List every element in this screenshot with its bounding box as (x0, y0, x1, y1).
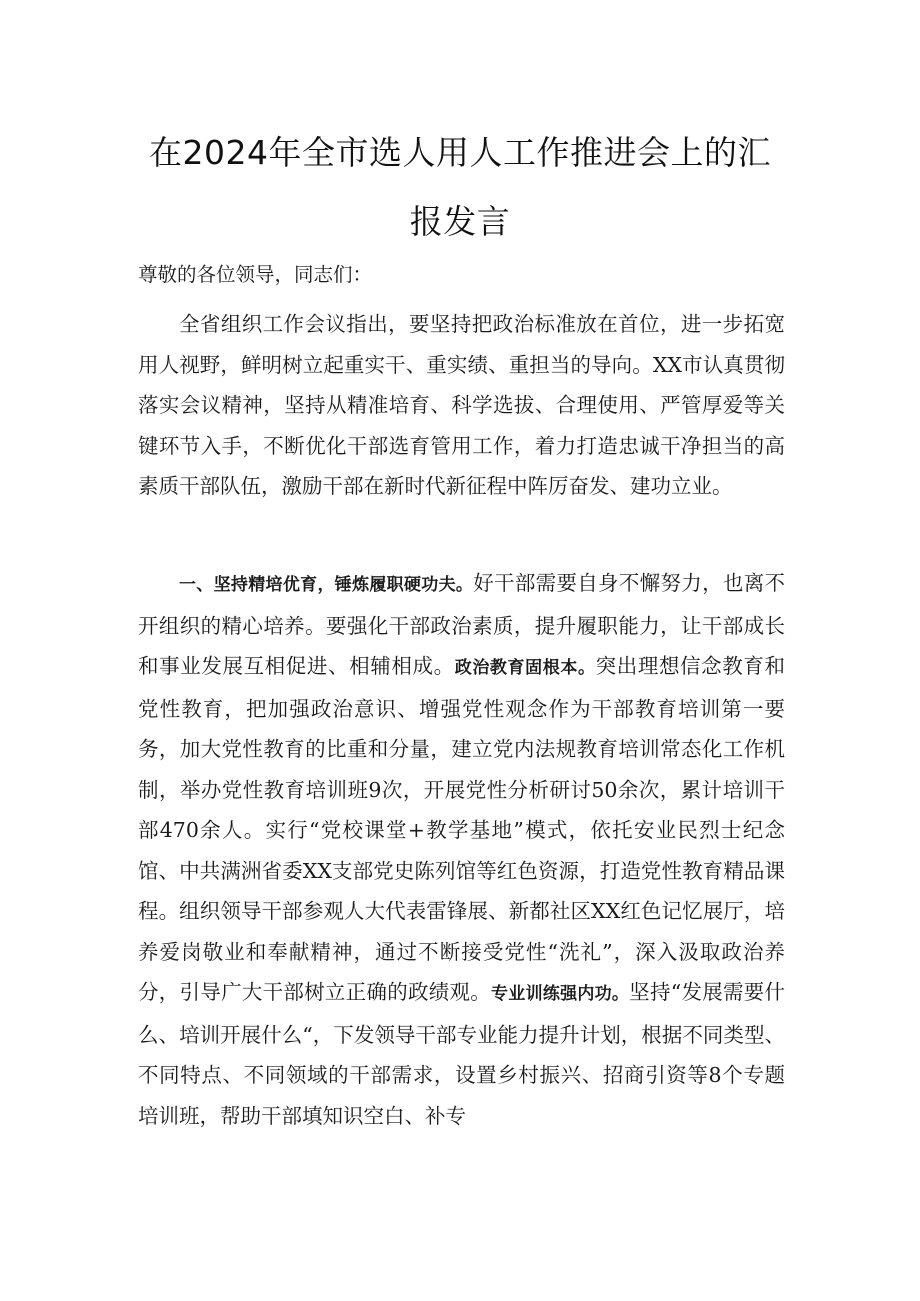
section-heading: 一、坚持精培优育，锤炼履职硬功夫。 (179, 575, 474, 595)
salutation: 尊敬的各位领导，同志们： (138, 263, 373, 286)
subheading-political-education: 政治教育固根本。 (454, 658, 596, 678)
section-text-1: 好干部需要自身不懈努力，也离不开组织的精心培养。要强化干部政治素质，提升履职能力，让干部成长和事业发展互相促进、相辅相成。 (138, 571, 786, 678)
section-text-3: 坚持“发展需要什么、培训开展什么“，下发领导干部专业能力提升计划，根据不同类型、不同特点、不同领域的干部需求，设置乡村振兴、招商引资等8个专题培训班，帮助干部填知识空白、补专 (138, 980, 786, 1128)
paragraph-intro: 全省组织工作会议指出，要坚持把政治标准放在首位，进一步拓宽用人视野，鲜明树立起重实干、重实绩、重担当的导向。XX市认真贯彻落实会议精神，坚持从精准培育、科学选拔、合理使用、严管厚爱等关键环节入手，不断优化干部选育管用工作，着力打造忠诚干净担当的高素质干部队伍，激励干部在新时代新征程中阵厉奋发、建功立业。 (138, 312, 785, 498)
document-title-line-1: 在2024年全市选人用人工作推进会上的汇 (149, 133, 771, 172)
section-text-2: 突出理想信念教育和党性教育，把加强政治意识、增强党性观念作为干部教育培训第一要务，加大党性教育的比重和分量，建立党内法规教育培训常态化工作机制，举办党性教育培训班9次，开展党性分析研讨50余次，累计培训干部470余人。实行“党校课堂+教学基地”模式，依托安业民烈士纪念馆、中共满洲省委XX支部党史陈列馆等红色资源，打造党性教育精品课程。组织领导干部参观人大代表雷锋展、新都社区XX红色记忆展厅，培养爱岗敬业和奉献精神，通过不断接受党性“洗礼”，深入汲取政治养分，引导广大干部树立正确的政绩观。 (138, 654, 786, 1004)
paragraph-section-one (138, 563, 785, 1136)
subheading-professional-training: 专业训练强内功。 (491, 984, 630, 1004)
document-title-line-2: 报发言 (409, 202, 511, 241)
